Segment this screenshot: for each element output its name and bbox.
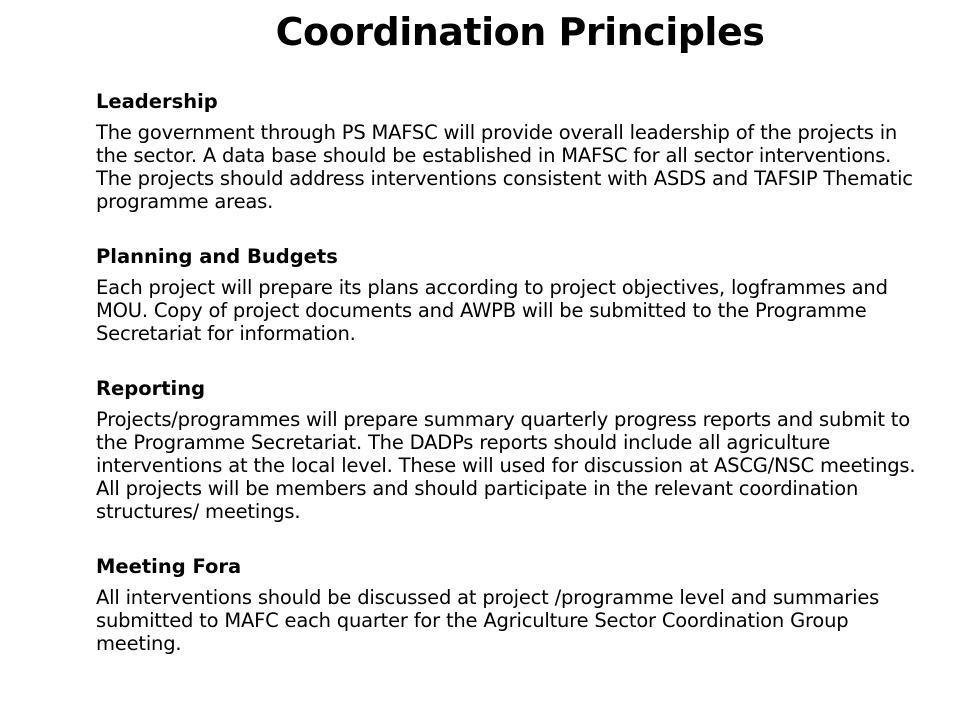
section-body: Projects/programmes will prepare summary quarterly progress reports and submit to the Programme Secretariat. The DADPs reports should include all agriculture interventions at the local level. These will used for discussion at ASCG/NSC meetings. All projects will be members and should participate in the relevant coordination structures/ meetings. <box>96 408 916 523</box>
section-reporting <box>96 375 926 523</box>
section-heading: Reporting <box>96 377 206 400</box>
section-body: Each project will prepare its plans according to project objectives, logframmes and MOU. Copy of project documents and AWPB will be submitted to the Programme Secretariat for information. <box>96 276 888 345</box>
section-meeting-fora <box>96 553 926 655</box>
section-body: All interventions should be discussed at project /programme level and summaries submitted to MAFC each quarter for the Agriculture Sector Coordination Group meeting. <box>96 586 880 655</box>
section-body: The government through PS MAFSC will provide overall leadership of the projects in the sector. A data base should be established in MAFSC for all sector interventions. The projects should address interventions consistent with ASDS and TAFSIP Thematic programme areas. <box>96 121 913 213</box>
slide-content <box>96 88 926 685</box>
section-heading: Planning and Budgets <box>96 245 338 268</box>
section-leadership <box>96 88 926 213</box>
section-planning-and-budgets <box>96 243 926 345</box>
section-heading: Leadership <box>96 90 218 113</box>
section-heading: Meeting Fora <box>96 555 242 578</box>
slide-title: Coordination Principles <box>275 10 765 54</box>
